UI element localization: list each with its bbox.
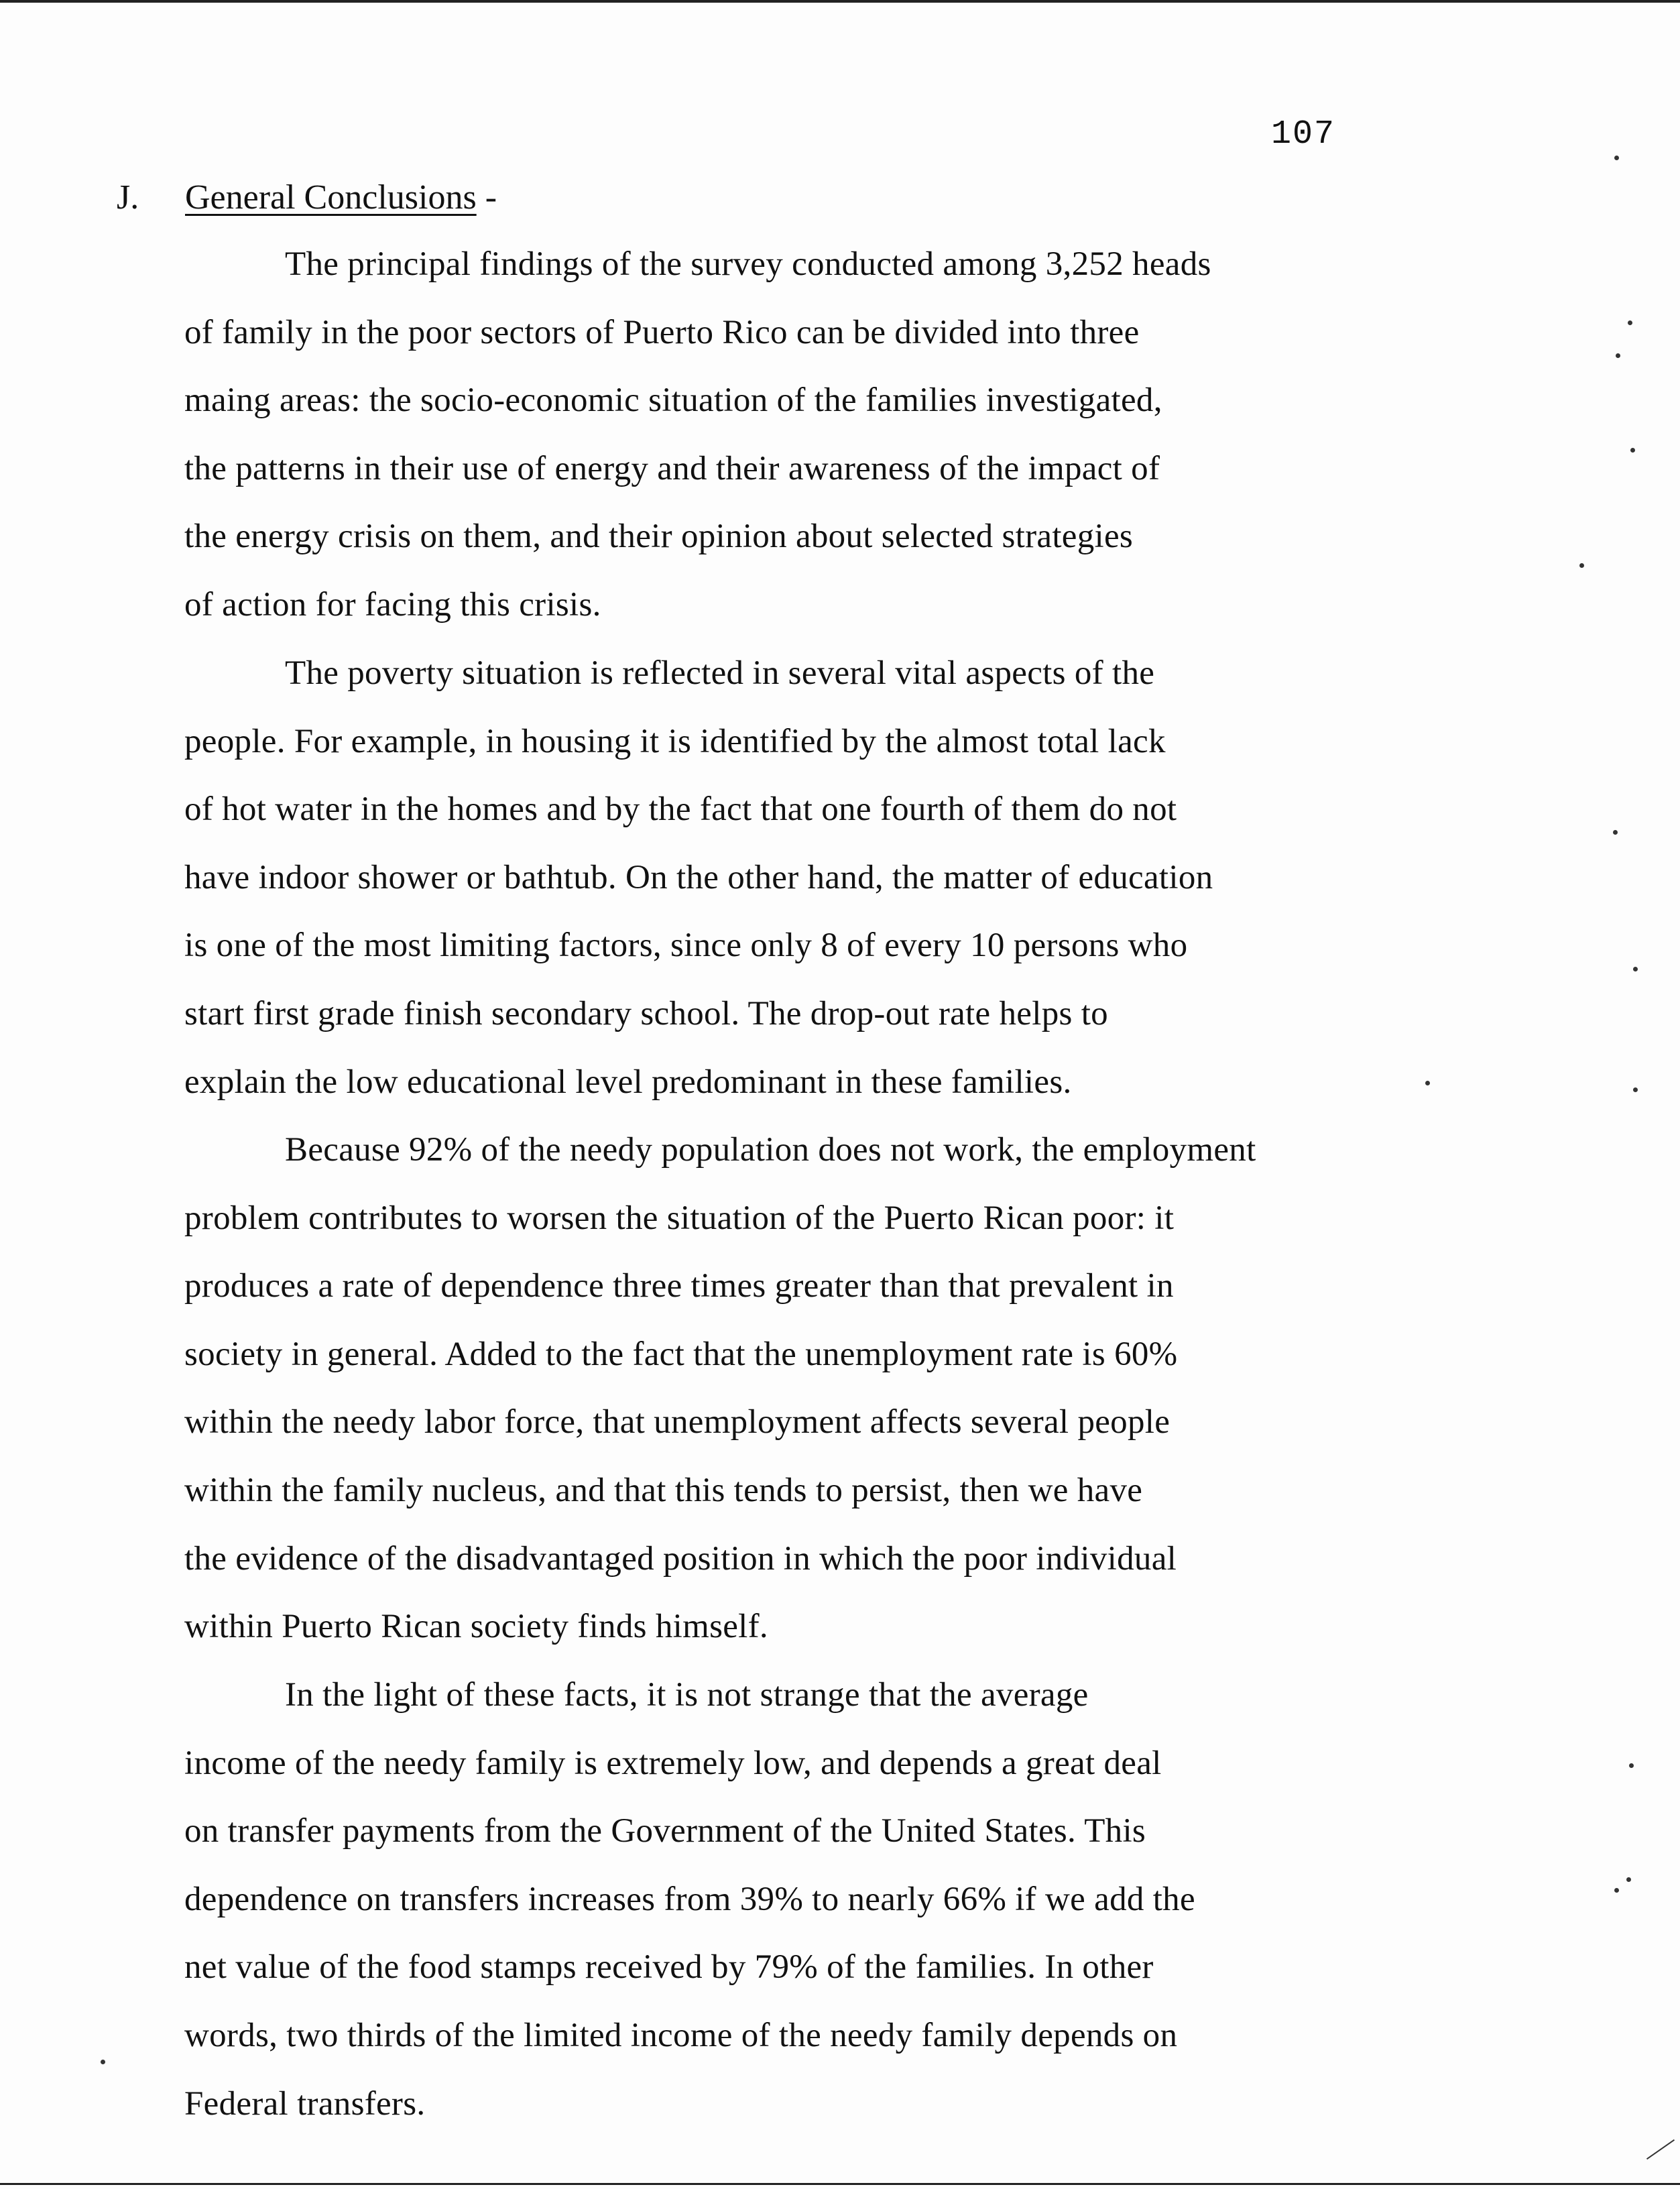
text-line: problem contributes to worsen the situation of the Puerto Rican poor: it (184, 1199, 1175, 1237)
text-line: maing areas: the socio-economic situation of the families investigated, (184, 381, 1162, 420)
text-line: within the family nucleus, and that this tends to persist, then we have (184, 1471, 1143, 1509)
paragraph-2 (184, 640, 1445, 1116)
text-line: produces a rate of dependence three times greater than that prevalent in (184, 1267, 1174, 1305)
text-line: Because 92% of the needy population does not work, the employment (285, 1131, 1256, 1169)
scan-speck (1425, 1081, 1430, 1085)
text-line: dependence on transfers increases from 39% to nearly 66% if we add the (184, 1880, 1195, 1918)
section-title: General Conclusions (185, 178, 477, 217)
text-line: of action for facing this crisis. (184, 585, 601, 624)
section-letter: J. (117, 178, 139, 217)
text-line: on transfer payments from the Government of the United States. This (184, 1812, 1146, 1850)
text-line: society in general. Added to the fact that the unemployment rate is 60% (184, 1335, 1178, 1373)
text-line: The principal findings of the survey conducted among 3,252 heads (285, 245, 1211, 283)
scan-speck (1614, 156, 1619, 160)
scan-speck (1629, 1763, 1634, 1768)
bottom-border-line (0, 2183, 1680, 2185)
text-line: explain the low educational level predominant in these families. (184, 1063, 1072, 1101)
paragraph-3 (184, 1116, 1445, 1661)
text-line: is one of the most limiting factors, since only 8 of every 10 persons who (184, 927, 1188, 965)
scan-speck (1633, 967, 1638, 971)
scan-speck (1626, 1877, 1631, 1882)
section-heading (117, 178, 497, 217)
text-line: people. For example, in housing it is identified by the almost total lack (184, 722, 1166, 760)
paragraph-4 (184, 1661, 1445, 2138)
text-line: words, two thirds of the limited income of the needy family depends on (184, 2016, 1178, 2054)
text-line: the energy crisis on them, and their opinion about selected strategies (184, 518, 1134, 556)
text-line: net value of the food stamps received by 79% of the families. In other (184, 1948, 1154, 1987)
paragraph-1 (184, 231, 1445, 640)
text-line: income of the needy family is extremely low, and depends a great deal (184, 1744, 1162, 1782)
scan-speck (1613, 830, 1618, 835)
scan-speck (1628, 320, 1632, 325)
text-line: Federal transfers. (184, 2084, 426, 2123)
scan-speck (1616, 353, 1620, 358)
scan-speck (1633, 1087, 1638, 1092)
text-line: within Puerto Rican society finds himself. (184, 1608, 768, 1646)
text-line: the evidence of the disadvantaged position in which the poor individual (184, 1539, 1177, 1578)
text-line: In the light of these facts, it is not strange that the average (285, 1676, 1089, 1714)
page-number: 107 (1271, 115, 1336, 154)
text-line: The poverty situation is reflected in several vital aspects of the (285, 654, 1155, 692)
text-line: have indoor shower or bathtub. On the other hand, the matter of education (184, 858, 1213, 896)
text-line: start first grade finish secondary school. The drop-out rate helps to (184, 994, 1108, 1032)
section-title-dash: - (476, 178, 497, 217)
text-line: of family in the poor sectors of Puerto Rico can be divided into three (184, 313, 1140, 351)
text-line: the patterns in their use of energy and their awareness of the impact of (184, 449, 1160, 487)
scan-speck (101, 2060, 105, 2064)
corner-pen-mark (1646, 2139, 1675, 2160)
scan-speck (1579, 563, 1584, 568)
text-line: of hot water in the homes and by the fact that one fourth of them do not (184, 790, 1177, 829)
text-line: within the needy labor force, that unemployment affects several people (184, 1403, 1171, 1441)
scan-speck (1630, 448, 1635, 453)
top-border-line (0, 0, 1680, 3)
scan-speck (1614, 1888, 1619, 1893)
